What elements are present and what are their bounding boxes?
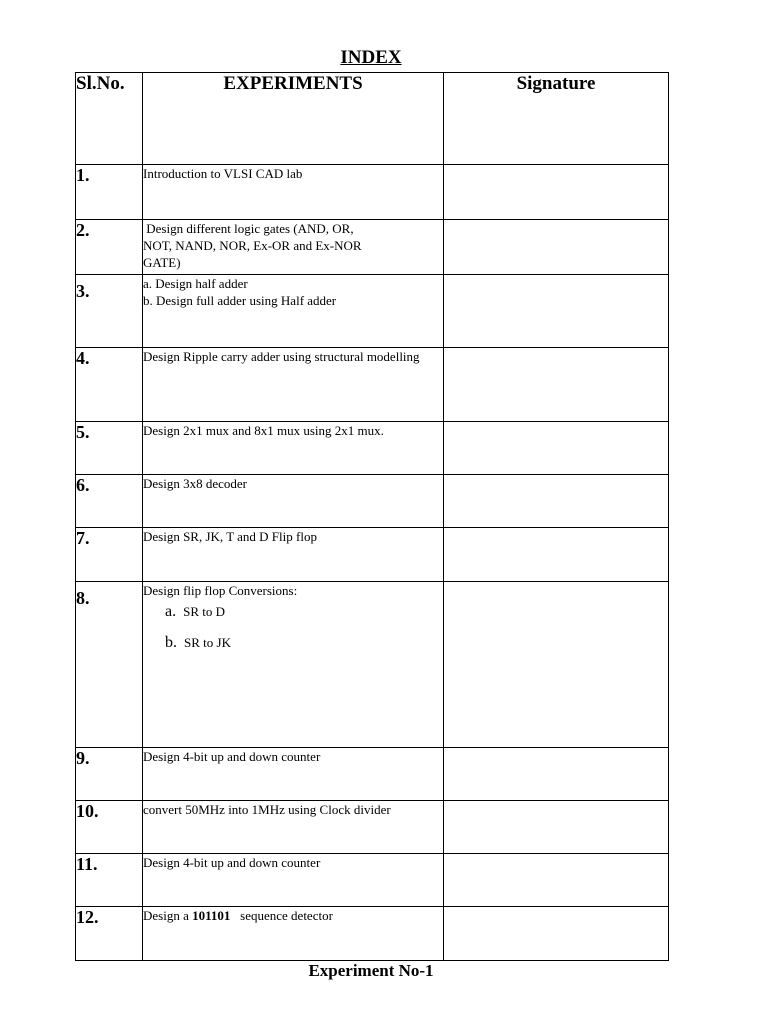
row-number: 7. (76, 528, 143, 582)
list-marker: b. (165, 634, 177, 651)
experiment-cell (143, 748, 444, 801)
signature-cell[interactable] (444, 220, 669, 275)
row-number: 2. (76, 220, 143, 275)
signature-cell[interactable] (444, 348, 669, 422)
experiment-text (143, 907, 443, 924)
table-row (76, 348, 669, 422)
experiment-text: NOT, NAND, NOR, Ex-OR and Ex-NOR (143, 238, 362, 253)
table-row (76, 582, 669, 748)
table-row (76, 748, 669, 801)
row-number: 6. (76, 475, 143, 528)
experiment-cell (143, 220, 444, 275)
experiment-text-suffix: sequence detector (230, 908, 333, 923)
experiment-text: Design 4-bit up and down counter (143, 749, 321, 764)
row-number: 12. (76, 907, 143, 961)
row-number: 3. (76, 275, 143, 348)
row-number: 8. (76, 582, 143, 748)
table-row (76, 475, 669, 528)
header-experiments: EXPERIMENTS (143, 73, 444, 165)
signature-cell[interactable] (444, 748, 669, 801)
experiment-text: convert 50MHz into 1MHz using Clock divider (143, 802, 391, 817)
table-row (76, 220, 669, 275)
experiment-text: b. Design full adder using Half adder (143, 293, 337, 308)
experiment-cell (143, 165, 444, 220)
experiment-text: Design SR, JK, T and D Flip flop (143, 529, 317, 544)
list-item (165, 634, 443, 661)
table-row (76, 165, 669, 220)
page-title: INDEX (340, 47, 402, 68)
table-row (76, 854, 669, 907)
experiment-text: Design 4-bit up and down counter (143, 855, 321, 870)
row-number: 11. (76, 854, 143, 907)
footer-heading: Experiment No-1 (308, 961, 434, 980)
experiment-text: Design flip flop Conversions: (143, 583, 298, 598)
signature-cell[interactable] (444, 528, 669, 582)
signature-cell[interactable] (444, 907, 669, 961)
experiment-text: Design 2x1 mux and 8x1 mux using 2x1 mux. (143, 423, 384, 438)
experiment-cell (143, 475, 444, 528)
experiment-text: Introduction to VLSI CAD lab (143, 166, 303, 181)
sub-item-list (143, 603, 443, 661)
header-signature: Signature (444, 73, 669, 165)
signature-cell[interactable] (444, 854, 669, 907)
row-number: 9. (76, 748, 143, 801)
list-marker: a. (165, 603, 177, 620)
signature-cell[interactable] (444, 422, 669, 475)
experiment-text-prefix: Design a (143, 908, 193, 923)
experiment-cell (143, 528, 444, 582)
experiment-cell (143, 854, 444, 907)
row-number: 4. (76, 348, 143, 422)
signature-cell[interactable] (444, 582, 669, 748)
list-item-text: SR to JK (184, 635, 231, 650)
signature-cell[interactable] (444, 801, 669, 854)
table-row (76, 528, 669, 582)
experiment-cell (143, 422, 444, 475)
row-number: 5. (76, 422, 143, 475)
experiment-cell (143, 348, 444, 422)
experiment-text: Design different logic gates (AND, OR, (143, 221, 354, 236)
table-row (76, 275, 669, 348)
list-item-text: SR to D (183, 604, 226, 619)
experiment-cell (143, 801, 444, 854)
experiment-text: Design 3x8 decoder (143, 476, 247, 491)
table-row (76, 422, 669, 475)
experiment-cell (143, 582, 444, 748)
row-number: 1. (76, 165, 143, 220)
signature-cell[interactable] (444, 275, 669, 348)
experiment-text: Design Ripple carry adder using structural modelling (143, 349, 420, 364)
header-sl-no: Sl.No. (76, 73, 143, 165)
table-row (76, 907, 669, 961)
list-item (165, 603, 443, 630)
experiment-text: a. Design half adder (143, 276, 248, 291)
row-number: 10. (76, 801, 143, 854)
table-header-row (76, 73, 669, 165)
sequence-code: 101101 (192, 908, 231, 923)
experiment-cell (143, 907, 444, 961)
index-table (75, 72, 669, 961)
signature-cell[interactable] (444, 475, 669, 528)
signature-cell[interactable] (444, 165, 669, 220)
experiment-text: GATE) (143, 255, 181, 270)
table-row (76, 801, 669, 854)
experiment-cell (143, 275, 444, 348)
